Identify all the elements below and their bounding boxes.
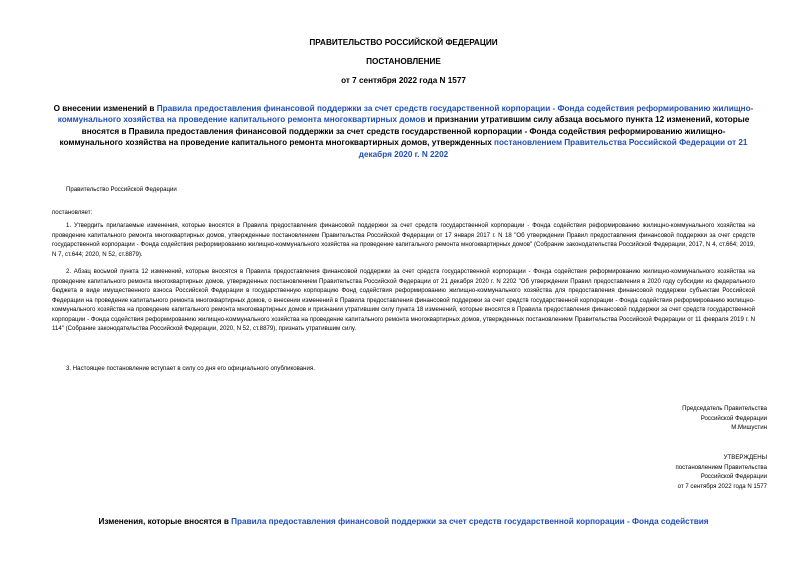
paragraph-2: 2. Абзац восьмой пункта 12 изменений, которые вносятся в Правила предоставления финансовой поддержки за счет средств государственной корпорации - Фонда содействия реформированию жилищно-коммунального хозяйства на проведение капитального ремонта многоквартирных домов, утвержденных постановлением Правительства Российской Федерации от 21 декабря 2020 г. N 2202 "Об утверждении Правил предоставления в 2020 году субсидии из федерального бюджета в виде имущественного взноса Российской Федерации в государственную корпорацию Фонд содействия реформированию жилищно-коммунального хозяйства для предоставления финансовой поддержки субъектам Российской Федерации на проведение капитального ремонта многоквартирных домов, о внесении изменений в Правила предоставления финансовой поддержки за счет средств государственной корпорации - Фонда содействия реформированию жилищно-коммунального хозяйства на проведение капитального ремонта многоквартирных домов и признании утратившим силу пункта 18 изменений, которые вносятся в Правила предоставления финансовой поддержки за счет средств государственной корпорации - Фонда содействия реформированию жилищно-коммунального хозяйства на проведение капитального ремонта многоквартирных домов, утвержденных постановлением Правительства Российской Федерации от 11 февраля 2019 г. N 114" (Собрание законодательства Российской Федерации, 2020, N 52, ст.8879), признать утратившим силу. [52,268,755,332]
signature-title: Председатель Правительства [682,405,767,412]
doc-type-heading: ПОСТАНОВЛЕНИЕ [366,57,441,66]
approval-line-4: от 7 сентября 2022 года N 1577 [677,482,767,490]
intro-text: Правительство Российской Федерации [66,186,177,193]
approval-block [675,453,767,491]
document-title [52,103,755,160]
title-link-rules[interactable]: Правила предоставления финансовой поддержки за счет средств государственной корпорации - Фонда содействия реформированию жилищно-коммунального хозяйства на проведение капитального ремонта многоквартирных домов [57,104,754,125]
signature-name: М.Мишустин [731,424,767,431]
changes-title [0,516,807,527]
approval-line-3: Российской Федерации [700,473,767,480]
decrees-text: постановляет: [52,209,93,216]
title-prefix: О внесении изменений в [53,104,157,113]
approval-line-2: постановлением Правительства [675,463,767,471]
paragraph-1: 1. Утвердить прилагаемые изменения, которые вносятся в Правила предоставления финансовой поддержки за счет средств государственной корпорации - Фонда содействия реформированию жилищно-коммунального хозяйства на проведение капитального ремонта многоквартирных домов, утвержденные постановлением Правительства Российской Федерации от 17 января 2017 г. N 18 "Об утверждении Правил предоставления финансовой поддержки за счет средств государственной корпорации - Фонда содействия реформированию жилищно-коммунального хозяйства на проведение капитального ремонта многоквартирных домов" (Собрание законодательства Российской Федерации, 2017, N 4, ст.664; 2019, N 7, ст.644; 2020, N 52, ст.8879). [52,222,755,258]
date-number-heading: от 7 сентября 2022 года N 1577 [341,76,466,85]
changes-title-link[interactable]: Правила предоставления финансовой поддержки за счет средств государственной корпорации - Фонда содействия [231,517,709,526]
approval-heading: УТВЕРЖДЕНЫ [723,454,767,461]
signature-block [682,404,767,433]
changes-title-prefix: Изменения, которые вносятся в [98,517,232,526]
paragraph-3: 3. Настоящее постановление вступает в силу со дня его официального опубликования. [66,365,315,372]
signature-country: Российской Федерации [700,414,767,422]
title-link-decree[interactable]: постановлением Правительства Российской Федерации от 21 декабря 2020 г. N 2202 [358,138,748,159]
government-heading: ПРАВИТЕЛЬСТВО РОССИЙСКОЙ ФЕДЕРАЦИИ [309,38,498,47]
title-middle: и признании утратившим силу абзаца восьмого пункта 12 изменений, которые вносятся в Правила предоставления финансовой поддержки за счет средств государственной корпорации - Фонда содействия реформированию жилищно-коммунального хозяйства на проведение капитального ремонта многоквартирных домов, утвержденных [59,115,750,148]
